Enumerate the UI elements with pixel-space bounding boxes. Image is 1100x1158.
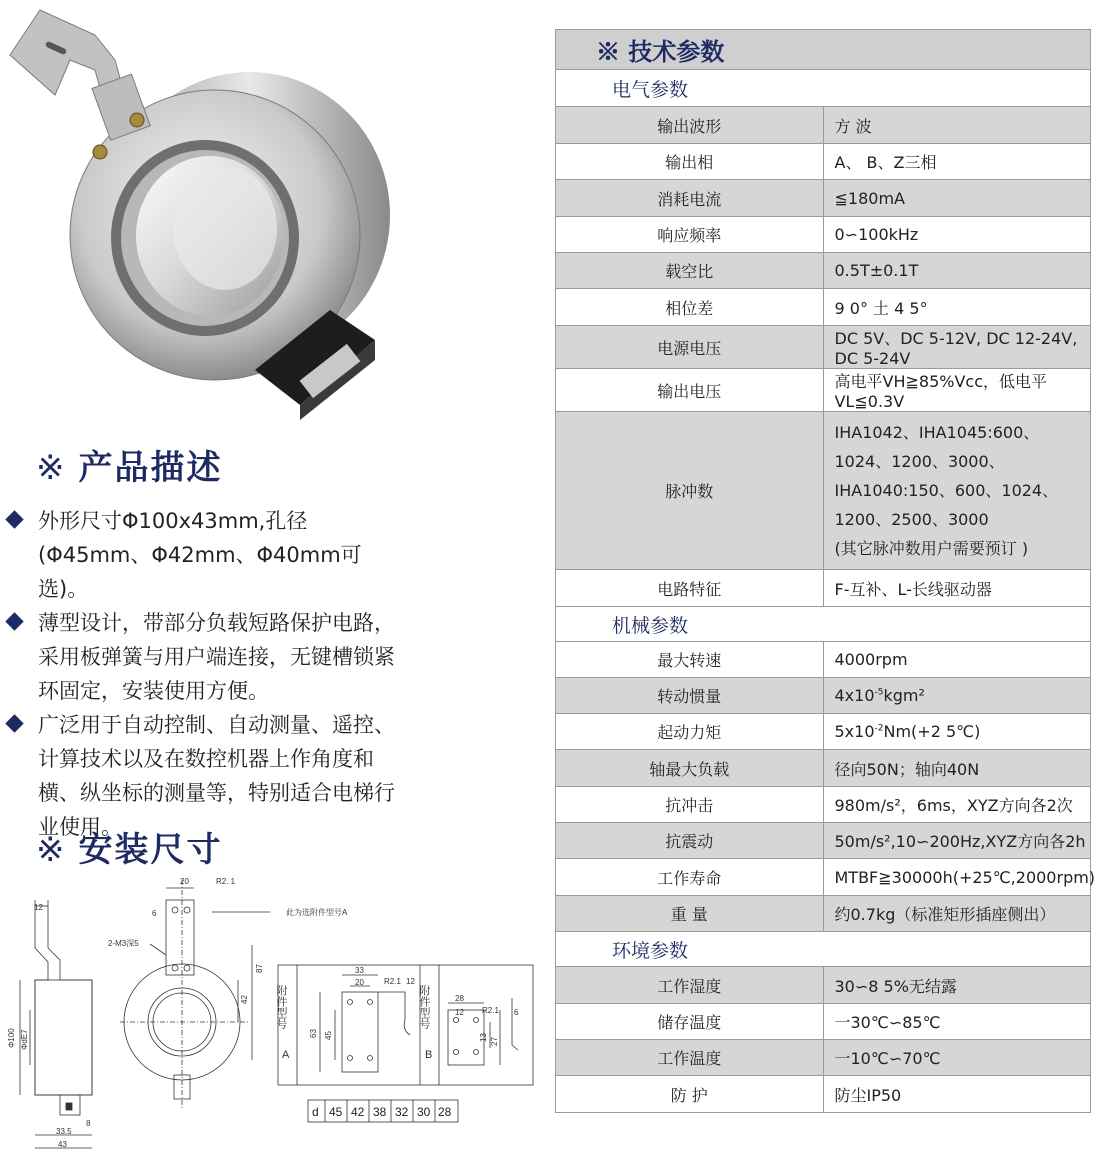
- table-row: 轴最大负载 径向50N；轴向40N: [556, 750, 1091, 787]
- table-row: 起动力矩 $5x10^{-2}Nm(+2$ 5℃): [556, 714, 1091, 750]
- product-photo: [0, 0, 420, 425]
- dim-label: 33: [355, 966, 364, 975]
- table-row: 脉冲数 IHA1042、IHA1045:600、1024、1200、3000、 IHA1040:150、600、1024、1200、2500、3000 (其它脉冲数用户需要预订 ): [556, 412, 1091, 570]
- dim-label: 28: [455, 994, 464, 1003]
- table-row: 抗冲击 980m/s²，6ms，XYZ方向各2次: [556, 787, 1091, 823]
- table-row: 工作寿命 MTBF≧30000h(+25℃,2000rpm): [556, 859, 1091, 896]
- dim-label: 20: [355, 978, 364, 987]
- attachment-a-label: 附件型号: [275, 985, 287, 1029]
- list-item: 外形尺寸Φ100x43mm,孔径(Φ45mm、Φ42mm、Φ40mm可选)。: [8, 504, 408, 606]
- dim-label: 6: [514, 1008, 519, 1017]
- dim-label: 42: [240, 995, 249, 1004]
- dim-label: 45: [324, 1031, 333, 1040]
- dim-label: 12: [34, 903, 43, 912]
- table-row: 响应频率 0∽100kHz: [556, 217, 1091, 253]
- dim-label: R2. 1: [216, 877, 236, 886]
- diamond-bullet-icon: [5, 510, 23, 528]
- table-row: 工作湿度 30∽8 5%无结露: [556, 967, 1091, 1004]
- dim-label: 2-M3深5: [108, 939, 139, 948]
- table-row: 重 量 约0.7kg（标准矩形插座侧出）: [556, 896, 1091, 932]
- description-heading: ※ 产品描述: [36, 448, 223, 488]
- dim-label: 8: [86, 1119, 91, 1128]
- attachment-a-letter: A: [282, 1049, 290, 1061]
- d-table-cell: 45: [329, 1105, 343, 1119]
- list-item: 广泛用于自动控制、自动测量、遥控、计算技术以及在数控机器上作角度和横、纵坐标的测量等，特别适合电梯行业使用。: [8, 708, 408, 844]
- d-table-cell: 28: [438, 1105, 452, 1119]
- dim-label: 13: [479, 1033, 488, 1042]
- spec-title-row: [556, 30, 1091, 70]
- list-item: 薄型设计，带部分负载短路保护电路，采用板弹簧与用户端连接，无键槽锁紧环固定，安装使用方便。: [8, 606, 408, 708]
- d-table-cell: 42: [351, 1105, 365, 1119]
- dim-label: 12: [455, 1008, 464, 1017]
- dim-label: 87: [255, 964, 264, 973]
- table-row: 消耗电流 ≦180mA: [556, 180, 1091, 217]
- table-row: 最大转速 4000rpm: [556, 642, 1091, 678]
- diamond-bullet-icon: [5, 612, 23, 630]
- dim-label: R2.1: [384, 977, 401, 986]
- section-mechanical: 机械参数: [556, 607, 1091, 642]
- install-heading: ※ 安装尺寸: [36, 830, 223, 870]
- d-table-cell: 32: [395, 1105, 409, 1119]
- dim-label: ΦdE7: [20, 1029, 29, 1050]
- dim-label: R2.1: [482, 1006, 499, 1015]
- table-row: 电源电压 DC 5V、DC 5-12V, DC 12-24V, DC 5-24V: [556, 326, 1091, 369]
- table-row: 载空比 0.5T±0.1T: [556, 253, 1091, 289]
- d-table-cell: d: [312, 1105, 319, 1119]
- dim-label: Φ100: [7, 1028, 16, 1048]
- table-row: 转动惯量 $4x10^{-5}kgm^2$: [556, 678, 1091, 714]
- dim-note: 此为选附件型号A: [286, 908, 348, 917]
- table-row: 输出波形 方 波: [556, 107, 1091, 144]
- spec-title: ※ 技术参数: [556, 30, 1091, 70]
- attachment-b-letter: B: [425, 1049, 433, 1061]
- dim-label: 43: [58, 1140, 67, 1149]
- dim-label: 20: [180, 877, 189, 886]
- table-row: 输出电压 高电平VH≧85%Vcc，低电平VL≦0.3V: [556, 369, 1091, 412]
- table-row: 工作温度 一10℃∽70℃: [556, 1040, 1091, 1076]
- attachment-b-label: 附件型号: [418, 985, 430, 1029]
- d-table-cell: 38: [373, 1105, 387, 1119]
- section-environment: 环境参数: [556, 932, 1091, 967]
- dim-label: 12: [406, 977, 415, 986]
- table-row: 电路特征 F-互补、L-长线驱动器: [556, 570, 1091, 607]
- table-row: 储存温度 一30℃∽85℃: [556, 1004, 1091, 1040]
- table-row: 输出相 A、 B、Z三相: [556, 144, 1091, 180]
- dim-label: 6: [152, 909, 157, 918]
- diamond-bullet-icon: [5, 714, 23, 732]
- dim-label: 27: [490, 1037, 499, 1046]
- d-table-cell: 30: [417, 1105, 431, 1119]
- dim-label: 33.5: [56, 1127, 72, 1136]
- dim-label: 63: [309, 1029, 318, 1038]
- spec-table: [555, 29, 1096, 1113]
- table-row: 抗震动 50m/s²,10∽200Hz,XYZ方向各2h: [556, 823, 1091, 859]
- table-row: 防 护 防尘IP50: [556, 1076, 1091, 1113]
- description-list: [8, 504, 408, 844]
- install-drawing: [0, 870, 540, 1158]
- section-electrical: 电气参数: [556, 70, 1091, 107]
- table-row: 相位差 9 0° 土 4 5°: [556, 289, 1091, 326]
